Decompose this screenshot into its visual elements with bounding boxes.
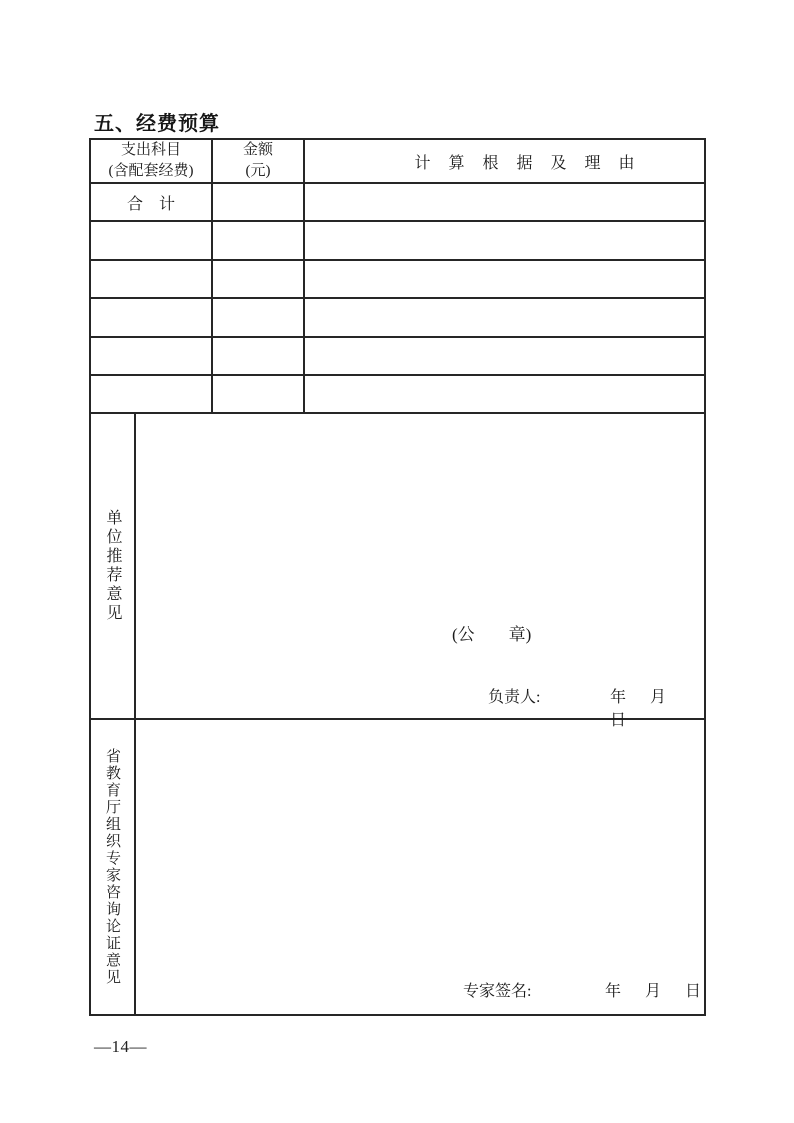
- unit-date-placeholder: 年 月 日: [610, 689, 667, 729]
- page-number: —14—: [94, 1037, 147, 1056]
- table-row-amount: [213, 338, 305, 376]
- header-expenditure-line1: 支出科目: [120, 142, 181, 158]
- page-title: 五、经费预算: [94, 113, 220, 135]
- expert-review-label-cell: [91, 720, 136, 1014]
- table-row-subject: [91, 222, 213, 261]
- table-row-subject: [91, 299, 213, 338]
- table-row-subject: [91, 338, 213, 376]
- unit-recommendation-label-cell: [91, 414, 136, 718]
- table-row-subject: 合 计: [91, 184, 213, 222]
- expert-review-label: 省教育厅组织专家咨询论证意见: [104, 748, 120, 986]
- header-amount: [213, 140, 305, 184]
- table-row-basis: [305, 376, 704, 414]
- header-expenditure-line2: (含配套经费): [108, 163, 194, 179]
- table-row-basis: [305, 299, 704, 338]
- unit-recommendation-content: [136, 414, 704, 729]
- official-seal-placeholder: (公 章): [452, 625, 532, 644]
- table-row-basis: [305, 222, 704, 261]
- table-row-subject: [91, 261, 213, 299]
- table-row-amount: [213, 184, 305, 222]
- unit-recommendation-section: [91, 414, 704, 729]
- budget-table: [89, 138, 706, 1016]
- header-amount-line2: (元): [245, 163, 271, 179]
- table-row-basis: [305, 261, 704, 299]
- header-amount-line1: 金额: [242, 142, 273, 158]
- unit-recommendation-label: 单位推荐意见: [104, 509, 121, 623]
- unit-signer-label: 负责人:: [488, 689, 541, 706]
- table-row-amount: [213, 222, 305, 261]
- header-basis: 计 算 根 据 及 理 由: [305, 140, 704, 184]
- table-row-subject: [91, 376, 213, 414]
- table-row-amount: [213, 376, 305, 414]
- expert-date-placeholder: 年 月 日: [605, 983, 702, 1000]
- table-row-amount: [213, 261, 305, 299]
- budget-grid: [91, 140, 704, 414]
- expert-signer-label: 专家签名:: [463, 983, 532, 1000]
- expert-review-content: [136, 720, 704, 1014]
- table-row-basis: [305, 338, 704, 376]
- expert-review-section: [91, 720, 704, 1014]
- table-row-basis: [305, 184, 704, 222]
- table-row-amount: [213, 299, 305, 338]
- header-expenditure: [91, 140, 213, 184]
